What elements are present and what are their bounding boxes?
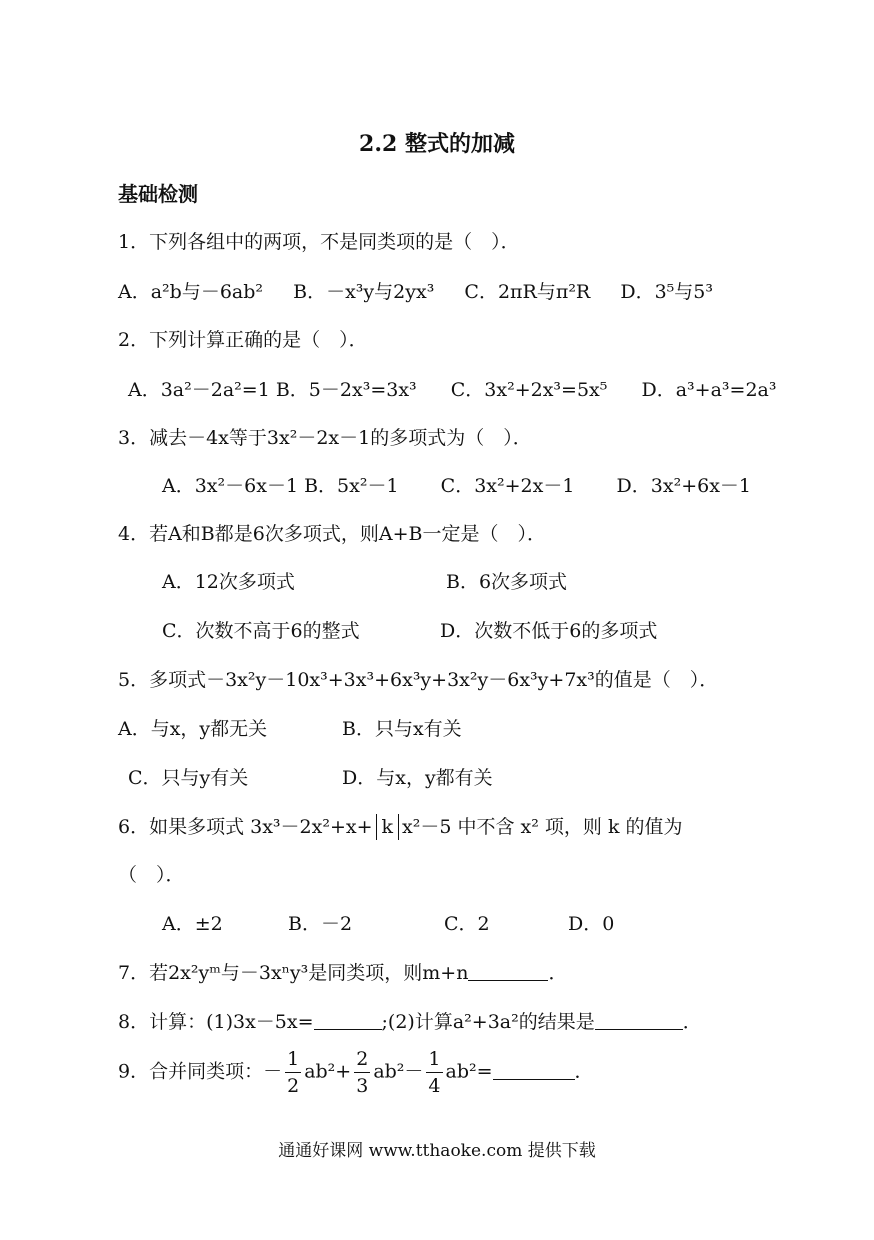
q8-answer-blank-1[interactable]: [314, 1011, 382, 1030]
q6-option-b: B．－2: [288, 913, 353, 935]
section-heading: 基础检测: [118, 182, 198, 206]
q7-answer-blank[interactable]: [468, 962, 548, 981]
q5-option-c: C．只与y有关: [128, 767, 249, 789]
q3-option-d: D．3x²+6x－1: [616, 475, 752, 497]
fraction-3-numerator: 1: [426, 1046, 442, 1073]
question-2-options: [128, 376, 776, 404]
question-5-stem: 5．多项式－3x²y－10x³+3x³+6x³y+3x²y－6x³y+7x³的值是（ ）．: [118, 669, 719, 691]
q4-option-b: B．6次多项式: [446, 571, 568, 593]
q6-stem-part-2: x²－5 中不含 x² 项，则 k 的值为: [402, 816, 683, 838]
q9-answer-blank[interactable]: [493, 1061, 575, 1080]
q3-option-b: B．5x²－1: [304, 475, 399, 497]
q8-end: ．: [682, 1011, 702, 1033]
q4-option-c: C．次数不高于6的整式: [162, 620, 360, 642]
question-1-options: [118, 278, 713, 306]
q4-option-a: A．12次多项式: [162, 571, 295, 593]
q2-option-d: D．a³+a³=2a³: [641, 379, 777, 401]
q1-option-d: D．3⁵与5³: [620, 281, 713, 303]
q6-stem-part-1: 6．如果多项式 3x³－2x²+x+: [118, 816, 373, 838]
q9-term-1: ab²+: [304, 1060, 352, 1083]
q1-option-b: B．－x³y与2yx³: [293, 281, 435, 303]
fraction-1-numerator: 1: [285, 1046, 301, 1073]
q7-end: ．: [548, 962, 568, 984]
question-6-stem: [118, 813, 683, 841]
q6-option-a: A．±2: [162, 913, 223, 935]
q8-part-2: ;(2)计算a²+3a²的结果是: [381, 1011, 595, 1033]
q5-option-b: B．只与x有关: [342, 718, 462, 740]
question-3-options: [162, 472, 751, 500]
question-7: [118, 959, 567, 987]
q8-answer-blank-2[interactable]: [595, 1011, 683, 1030]
q4-option-d: D．次数不低于6的多项式: [440, 620, 658, 642]
question-8: [118, 1008, 702, 1036]
page-footer: 通通好课网 www.tthaoke.com 提供下载: [278, 1141, 596, 1161]
q3-option-a: A．3x²－6x－1: [162, 475, 299, 497]
q9-stem: 9．合并同类项：－: [118, 1060, 283, 1083]
q9-end: ．: [574, 1060, 594, 1083]
q2-option-a: A．3a²－2a²=1: [128, 379, 270, 401]
fraction-2-numerator: 2: [354, 1046, 370, 1073]
fraction-1-denominator: 2: [287, 1075, 300, 1097]
q1-option-c: C．2πR与π²R: [464, 281, 591, 303]
q5-option-a: A．与x，y都无关: [118, 718, 268, 740]
question-2-stem: 2．下列计算正确的是（ ）．: [118, 329, 368, 351]
question-9: [118, 1046, 594, 1099]
q8-part-1: 8．计算：(1)3x－5x=: [118, 1011, 314, 1033]
page-title: 2.2 整式的加减: [359, 131, 515, 157]
question-3-stem: 3．减去－4x等于3x²－2x－1的多项式为（ ）．: [118, 427, 532, 449]
q6-option-c: C．2: [444, 913, 490, 935]
fraction-two-thirds: [354, 1046, 370, 1099]
q9-term-3: ab²=: [445, 1060, 493, 1083]
absolute-value-k: k: [376, 814, 400, 840]
fraction-one-quarter: [426, 1046, 442, 1099]
q6-option-d: D．0: [568, 913, 615, 935]
q3-option-c: C．3x²+2x－1: [440, 475, 575, 497]
fraction-3-denominator: 4: [428, 1075, 441, 1097]
q9-term-2: ab²－: [373, 1060, 424, 1083]
fraction-one-half: [285, 1046, 301, 1099]
q6-stem-continuation: （ ）．: [118, 864, 185, 886]
fraction-2-denominator: 3: [356, 1075, 369, 1097]
q2-option-c: C．3x²+2x³=5x⁵: [450, 379, 608, 401]
q2-option-b: B．5－2x³=3x³: [275, 379, 417, 401]
question-1-stem: 1．下列各组中的两项，不是同类项的是（ ）．: [118, 231, 520, 253]
q1-option-a: A．a²b与－6ab²: [118, 281, 264, 303]
q5-option-d: D．与x，y都有关: [342, 767, 493, 789]
q7-stem: 7．若2x²yᵐ与－3xⁿy³是同类项，则m+n: [118, 962, 469, 984]
question-4-stem: 4．若A和B都是6次多项式，则A+B一定是（ ）．: [118, 523, 546, 545]
